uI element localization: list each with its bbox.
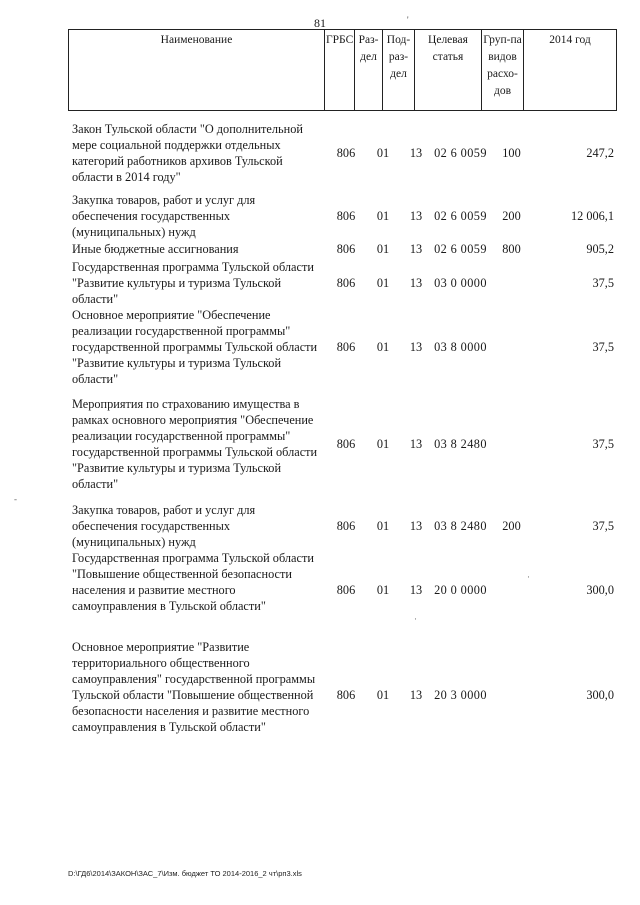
row-grbs: 806 <box>336 688 356 702</box>
row-podrazdel: 13 <box>409 583 423 597</box>
row-amount: 247,2 <box>586 146 614 160</box>
row-razdel: 01 <box>376 340 390 354</box>
row-name: Закупка товаров, работ и услуг для обеспечения государственных (муниципальных) нужд <box>72 193 256 239</box>
row-razdel: 01 <box>376 276 390 290</box>
row-podrazdel: 13 <box>409 146 423 160</box>
row-razdel: 01 <box>376 242 390 256</box>
row-razdel: 01 <box>376 583 390 597</box>
row-razdel: 01 <box>376 437 390 451</box>
row-podrazdel: 13 <box>409 519 423 533</box>
table-header <box>68 29 617 111</box>
row-celevaya: 03 8 2480 <box>434 519 487 533</box>
row-podrazdel: 13 <box>409 437 423 451</box>
row-celevaya: 02 6 0059 <box>434 146 487 160</box>
scan-mark: · <box>414 614 417 624</box>
row-grbs: 806 <box>336 519 356 533</box>
row-amount: 12 006,1 <box>570 209 614 223</box>
row-grbs: 806 <box>336 583 356 597</box>
row-podrazdel: 13 <box>409 340 423 354</box>
file-path-footer: D:\ГД6\2014\ЗАКОН\ЗАС_7\Изм. бюджет ТО 2014-2016_2 чт\рп3.xls <box>68 869 302 878</box>
row-podrazdel: 13 <box>409 688 423 702</box>
row-celevaya: 20 3 0000 <box>434 688 487 702</box>
col-gruppa-header: Груп-па видов расхо-дов <box>482 30 524 111</box>
row-celevaya: 20 0 0000 <box>434 583 487 597</box>
row-celevaya: 03 8 2480 <box>434 437 487 451</box>
page-number: 81 <box>314 16 326 30</box>
row-amount: 300,0 <box>586 583 614 597</box>
row-razdel: 01 <box>376 519 390 533</box>
row-grbs: 806 <box>336 340 356 354</box>
row-razdel: 01 <box>376 209 390 223</box>
row-name: Государственная программа Тульской области "Повышение общественной безопасности населения и развитие местного самоуправления в Тульской области" <box>72 551 314 613</box>
row-amount: 37,5 <box>592 340 614 354</box>
row-name: Закон Тульской области "О дополнительной мере социальной поддержки отдельных категорий работников архивов Тульской области в 2014 году" <box>72 122 303 184</box>
row-celevaya: 03 8 0000 <box>434 340 487 354</box>
row-podrazdel: 13 <box>409 242 423 256</box>
scan-mark: · <box>527 572 530 582</box>
row-gruppa: 200 <box>502 519 521 533</box>
row-amount: 37,5 <box>592 437 614 451</box>
row-podrazdel: 13 <box>409 209 423 223</box>
col-razdel-header: Раз-дел <box>355 30 383 111</box>
row-amount: 300,0 <box>586 688 614 702</box>
col-name-header: Наименование <box>69 30 325 111</box>
row-name: Основное мероприятие "Развитие территориального общественного самоуправления" государственной программы Тульской области "Повышение общественной безопасности населения и развитие местного самоуправления в Тульской области" <box>72 640 316 734</box>
row-celevaya: 03 0 0000 <box>434 276 487 290</box>
row-amount: 37,5 <box>592 519 614 533</box>
col-celevaya-header: Целевая статья <box>415 30 482 111</box>
row-grbs: 806 <box>336 437 356 451</box>
row-name: Государственная программа Тульской области "Развитие культуры и туризма Тульской области" <box>72 260 314 306</box>
row-name: Мероприятия по страхованию имущества в рамках основного мероприятия "Обеспечение реализации государственной программы" государственной программы Тульской области "Развитие культуры и туризма Тульской области" <box>72 397 318 491</box>
row-grbs: 806 <box>336 209 356 223</box>
row-razdel: 01 <box>376 688 390 702</box>
row-podrazdel: 13 <box>409 276 423 290</box>
row-amount: 37,5 <box>592 276 614 290</box>
row-name: Иные бюджетные ассигнования <box>72 242 239 256</box>
row-name: Закупка товаров, работ и услуг для обеспечения государственных (муниципальных) нужд <box>72 503 256 549</box>
col-grbs-header: ГРБС <box>325 30 355 111</box>
row-gruppa: 800 <box>502 242 521 256</box>
row-gruppa: 200 <box>502 209 521 223</box>
row-grbs: 806 <box>336 242 356 256</box>
scan-mark: ' <box>407 15 409 25</box>
row-amount: 905,2 <box>586 242 614 256</box>
scan-mark: - <box>14 494 17 504</box>
col-podrazdel-header: Под-раз-дел <box>383 30 415 111</box>
col-year-header: 2014 год <box>524 30 617 111</box>
row-celevaya: 02 6 0059 <box>434 242 487 256</box>
row-name: Основное мероприятие "Обеспечение реализации государственной программы" государственной программы Тульской области "Развитие культуры и туризма Тульской области" <box>72 308 318 386</box>
row-razdel: 01 <box>376 146 390 160</box>
row-grbs: 806 <box>336 146 356 160</box>
row-celevaya: 02 6 0059 <box>434 209 487 223</box>
row-grbs: 806 <box>336 276 356 290</box>
row-gruppa: 100 <box>502 146 521 160</box>
